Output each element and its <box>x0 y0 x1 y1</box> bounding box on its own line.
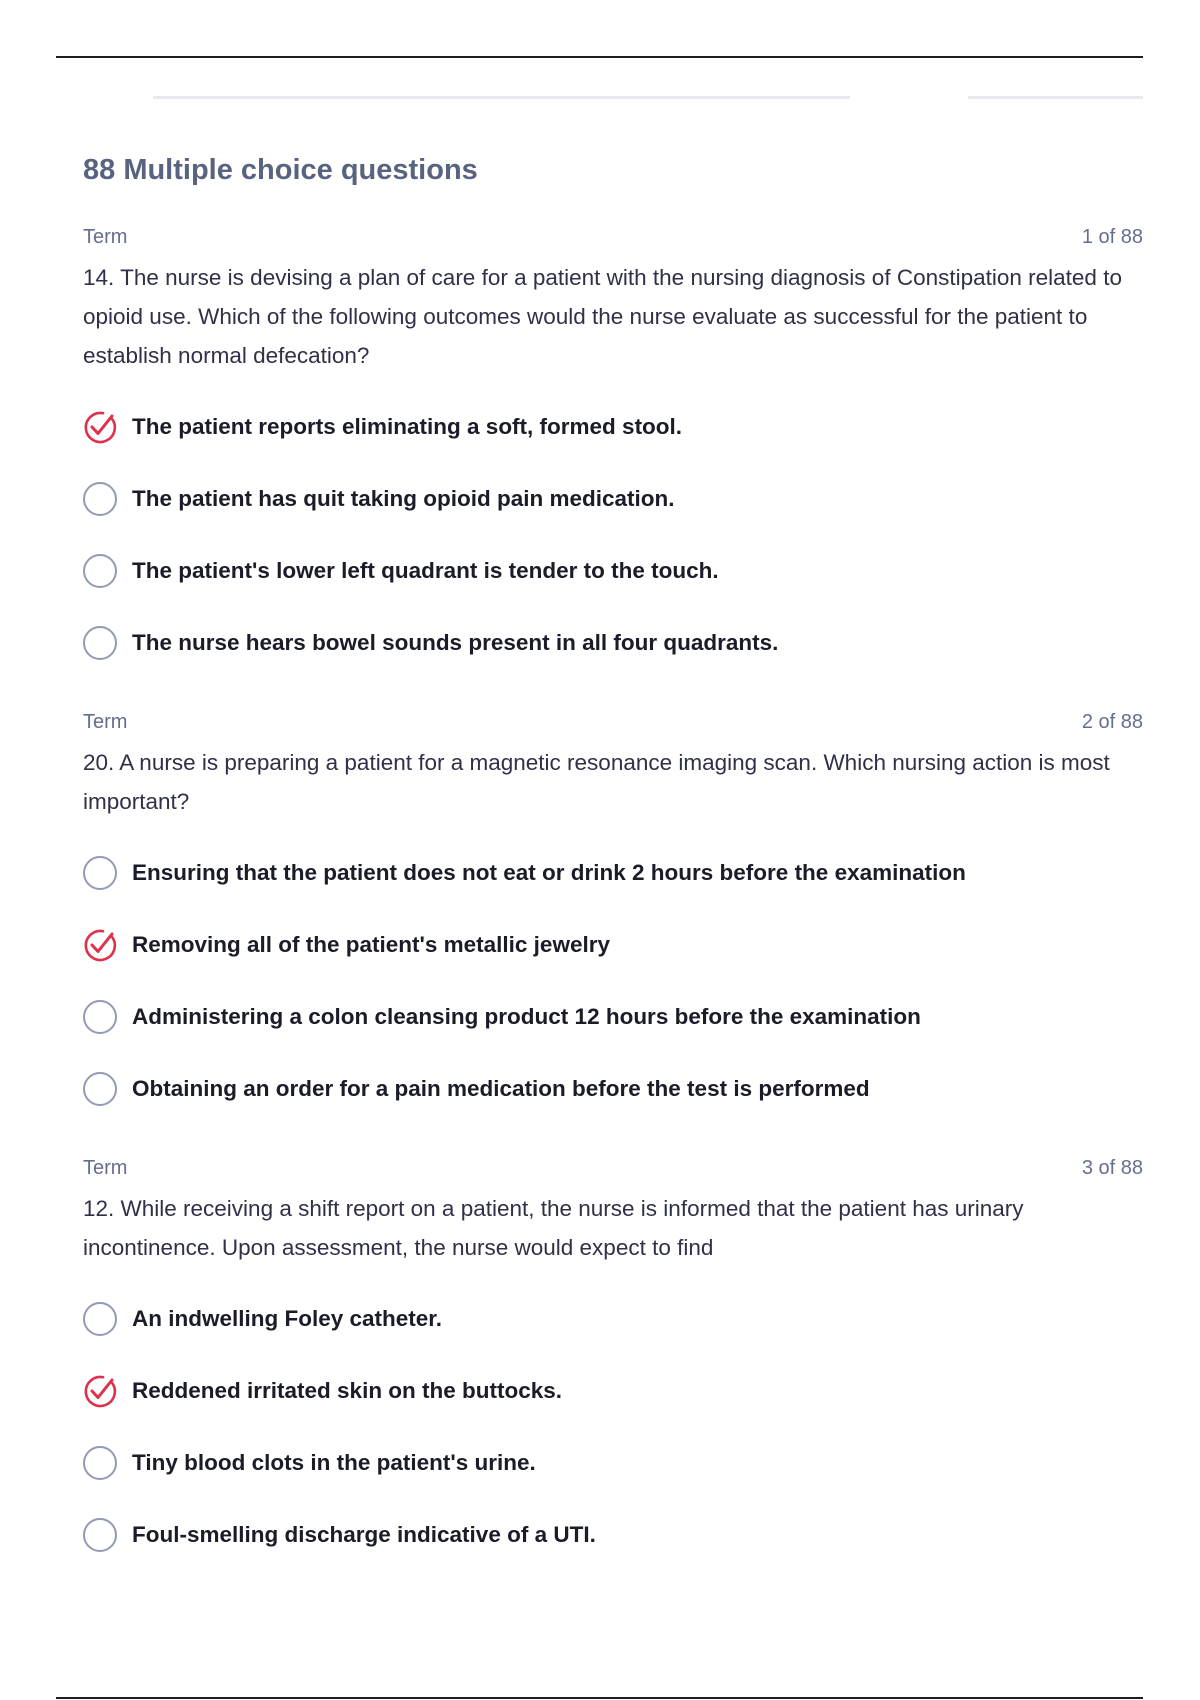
term-counter: 2 of 88 <box>1081 710 1143 733</box>
answer-option-label: The nurse hears bowel sounds present in all four quadrants. <box>132 630 779 655</box>
answer-option-label: The patient reports eliminating a soft, formed stool. <box>132 414 683 439</box>
answer-option-label: Administering a colon cleansing product 12 hours before the examination <box>132 1004 921 1029</box>
answer-option-label: Removing all of the patient's metallic jewelry <box>132 932 610 957</box>
term-header <box>83 707 1143 737</box>
answer-option[interactable] <box>83 463 1143 535</box>
radio-icon <box>83 554 117 588</box>
term-card <box>83 707 1143 1125</box>
term-label: Term <box>83 1156 128 1179</box>
radio-icon <box>83 1446 117 1480</box>
radio-icon <box>83 1000 117 1034</box>
answer-option[interactable] <box>83 1053 1143 1125</box>
quiz-content <box>83 148 1143 1571</box>
answer-option-label: The patient has quit taking opioid pain medication. <box>132 486 675 511</box>
checked-circle-icon <box>81 926 119 964</box>
answer-options <box>83 391 1143 679</box>
answer-option[interactable] <box>83 1283 1143 1355</box>
checked-circle-icon <box>81 1372 119 1410</box>
term-label: Term <box>83 710 128 733</box>
answer-option[interactable] <box>83 909 1143 981</box>
answer-option[interactable] <box>83 1355 1143 1427</box>
tab-indicator-track-secondary <box>968 96 1143 99</box>
radio-icon <box>83 1302 117 1336</box>
radio-icon <box>83 1072 117 1106</box>
term-label: Term <box>83 225 128 248</box>
term-question: 20. A nurse is preparing a patient for a magnetic resonance imaging scan. Which nursing action is most important? <box>83 750 1110 814</box>
answer-option[interactable] <box>83 391 1143 463</box>
answer-option-label: The patient's lower left quadrant is tender to the touch. <box>132 558 719 583</box>
answer-option-label: Reddened irritated skin on the buttocks. <box>132 1378 563 1403</box>
radio-icon <box>83 1518 117 1552</box>
answer-option-label: An indwelling Foley catheter. <box>132 1306 443 1331</box>
radio-icon <box>83 482 117 516</box>
answer-option[interactable] <box>83 837 1143 909</box>
answer-options <box>83 1283 1143 1571</box>
term-counter: 3 of 88 <box>1081 1156 1143 1179</box>
top-rule <box>56 56 1143 58</box>
answer-option[interactable] <box>83 535 1143 607</box>
answer-option[interactable] <box>83 1427 1143 1499</box>
term-card <box>83 1153 1143 1571</box>
answer-option-label: Obtaining an order for a pain medication before the test is performed <box>132 1076 870 1101</box>
checked-circle-icon <box>81 408 119 446</box>
term-question: 14. The nurse is devising a plan of care for a patient with the nursing diagnosis of Constipation related to opioid use. Which of the following outcomes would the nurse evaluate as successful for the patient to establish normal defecation? <box>83 265 1122 368</box>
term-counter: 1 of 88 <box>1081 225 1143 248</box>
term-header <box>83 222 1143 252</box>
answer-option[interactable] <box>83 1499 1143 1571</box>
tab-indicator-track <box>153 96 850 99</box>
answer-option[interactable] <box>83 607 1143 679</box>
radio-icon <box>83 856 117 890</box>
answer-option-label: Foul-smelling discharge indicative of a UTI. <box>132 1522 596 1547</box>
answer-options <box>83 837 1143 1125</box>
answer-option[interactable] <box>83 981 1143 1053</box>
radio-icon <box>83 626 117 660</box>
term-question: 12. While receiving a shift report on a patient, the nurse is informed that the patient has urinary incontinence. Upon assessment, the nurse would expect to find <box>83 1196 1024 1260</box>
term-header <box>83 1153 1143 1183</box>
term-card <box>83 222 1143 679</box>
bottom-rule <box>56 1697 1143 1699</box>
answer-option-label: Ensuring that the patient does not eat or drink 2 hours before the examination <box>132 860 966 885</box>
answer-option-label: Tiny blood clots in the patient's urine. <box>132 1450 536 1475</box>
section-title: 88 Multiple choice questions <box>83 154 478 186</box>
